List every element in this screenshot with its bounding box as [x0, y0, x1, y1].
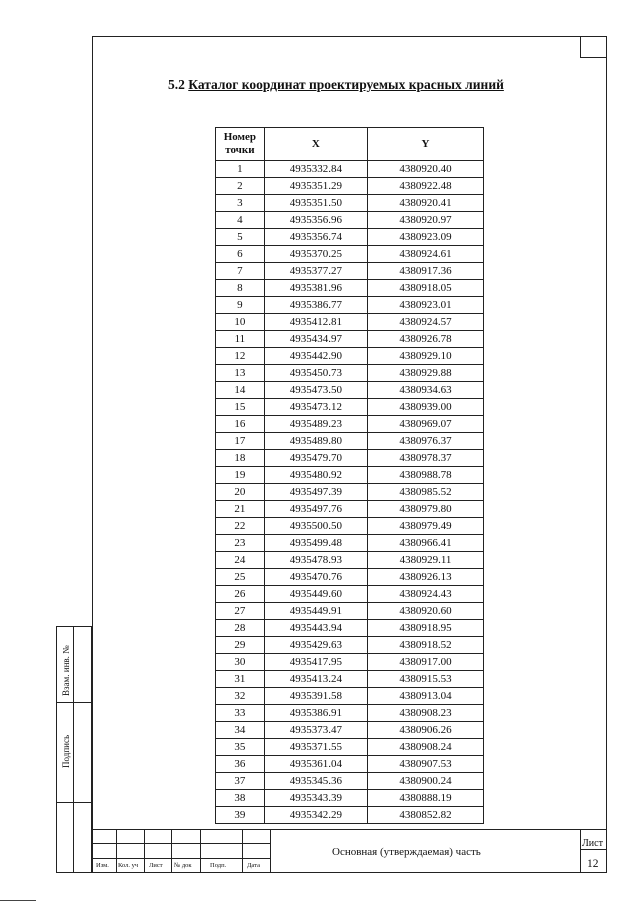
cell-x: 4935479.70 — [264, 450, 367, 467]
table-row — [216, 178, 484, 195]
table-row — [216, 484, 484, 501]
table-row — [216, 229, 484, 246]
table-row — [216, 280, 484, 297]
cell-y: 4380917.36 — [367, 263, 483, 280]
cell-y: 4380908.24 — [367, 739, 483, 756]
cell-y: 4380908.23 — [367, 705, 483, 722]
table-row — [216, 246, 484, 263]
table-row — [216, 756, 484, 773]
corner-box — [580, 36, 607, 58]
table-row — [216, 722, 484, 739]
table-header-row — [216, 128, 484, 161]
cell-point: 29 — [216, 637, 265, 654]
cell-point: 22 — [216, 518, 265, 535]
cell-point: 39 — [216, 807, 265, 824]
cell-x: 4935450.73 — [264, 365, 367, 382]
cell-point: 8 — [216, 280, 265, 297]
stamp-col-doc: № док — [174, 862, 192, 869]
cell-y: 4380969.07 — [367, 416, 483, 433]
cell-y: 4380918.05 — [367, 280, 483, 297]
cell-x: 4935351.29 — [264, 178, 367, 195]
cell-y: 4380924.57 — [367, 314, 483, 331]
cell-y: 4380917.00 — [367, 654, 483, 671]
cell-y: 4380920.60 — [367, 603, 483, 620]
table-row — [216, 620, 484, 637]
cell-x: 4935473.50 — [264, 382, 367, 399]
cell-point: 11 — [216, 331, 265, 348]
cell-x: 4935489.80 — [264, 433, 367, 450]
cell-point: 12 — [216, 348, 265, 365]
cell-x: 4935443.94 — [264, 620, 367, 637]
cell-point: 35 — [216, 739, 265, 756]
coordinates-table — [215, 127, 484, 824]
cell-y: 4380923.01 — [367, 297, 483, 314]
cell-y: 4380920.41 — [367, 195, 483, 212]
side-cell-6 — [73, 802, 92, 873]
cell-x: 4935417.95 — [264, 654, 367, 671]
table-row — [216, 501, 484, 518]
sheet-label: Лист — [582, 838, 603, 849]
side-label-replace-inv: Взам. инв. № — [61, 645, 71, 696]
cell-y: 4380929.10 — [367, 348, 483, 365]
cell-x: 4935497.76 — [264, 501, 367, 518]
cell-x: 4935386.91 — [264, 705, 367, 722]
stamp-col-count: Кол. уч — [118, 862, 139, 869]
cell-y: 4380924.61 — [367, 246, 483, 263]
cell-x: 4935391.58 — [264, 688, 367, 705]
side-label-signature: Подпись — [61, 734, 71, 768]
cell-x: 4935361.04 — [264, 756, 367, 773]
cell-x: 4935500.50 — [264, 518, 367, 535]
cell-y: 4380929.88 — [367, 365, 483, 382]
cell-point: 32 — [216, 688, 265, 705]
cell-point: 34 — [216, 722, 265, 739]
cell-point: 25 — [216, 569, 265, 586]
edge-mark — [0, 900, 36, 901]
header-point: Номер точки — [216, 128, 265, 161]
cell-point: 36 — [216, 756, 265, 773]
cell-x: 4935373.47 — [264, 722, 367, 739]
cell-x: 4935499.48 — [264, 535, 367, 552]
table-row — [216, 518, 484, 535]
cell-point: 5 — [216, 229, 265, 246]
cell-y: 4380926.13 — [367, 569, 483, 586]
cell-point: 26 — [216, 586, 265, 603]
cell-point: 24 — [216, 552, 265, 569]
cell-x: 4935386.77 — [264, 297, 367, 314]
cell-point: 31 — [216, 671, 265, 688]
cell-point: 18 — [216, 450, 265, 467]
header-x: X — [264, 128, 367, 161]
table-body — [216, 161, 484, 824]
table-row — [216, 535, 484, 552]
cell-y: 4380918.52 — [367, 637, 483, 654]
cell-x: 4935351.50 — [264, 195, 367, 212]
cell-x: 4935343.39 — [264, 790, 367, 807]
stamp-col-sheet: Лист — [149, 862, 163, 869]
cell-y: 4380922.48 — [367, 178, 483, 195]
cell-y: 4380934.63 — [367, 382, 483, 399]
cell-y: 4380913.04 — [367, 688, 483, 705]
table-row — [216, 739, 484, 756]
cell-y: 4380920.97 — [367, 212, 483, 229]
cell-y: 4380966.41 — [367, 535, 483, 552]
cell-x: 4935470.76 — [264, 569, 367, 586]
cell-y: 4380979.80 — [367, 501, 483, 518]
table-row — [216, 212, 484, 229]
table-row — [216, 314, 484, 331]
cell-point: 15 — [216, 399, 265, 416]
cell-y: 4380976.37 — [367, 433, 483, 450]
cell-x: 4935449.60 — [264, 586, 367, 603]
table-row — [216, 195, 484, 212]
cell-point: 1 — [216, 161, 265, 178]
cell-y: 4380926.78 — [367, 331, 483, 348]
stamp-col-change: Изм. — [96, 862, 109, 869]
cell-y: 4380918.95 — [367, 620, 483, 637]
table-row — [216, 365, 484, 382]
table-row — [216, 348, 484, 365]
cell-point: 30 — [216, 654, 265, 671]
table-row — [216, 331, 484, 348]
cell-point: 7 — [216, 263, 265, 280]
document-name: Основная (утверждаемая) часть — [332, 846, 481, 858]
side-cell-5 — [56, 802, 74, 873]
cell-y: 4380900.24 — [367, 773, 483, 790]
cell-y: 4380985.52 — [367, 484, 483, 501]
cell-x: 4935332.84 — [264, 161, 367, 178]
cell-y: 4380915.53 — [367, 671, 483, 688]
cell-point: 6 — [216, 246, 265, 263]
table-row — [216, 603, 484, 620]
cell-x: 4935413.24 — [264, 671, 367, 688]
table-row — [216, 297, 484, 314]
cell-x: 4935473.12 — [264, 399, 367, 416]
cell-point: 21 — [216, 501, 265, 518]
sheet-number: 12 — [587, 858, 599, 870]
table-row — [216, 467, 484, 484]
cell-point: 38 — [216, 790, 265, 807]
cell-x: 4935356.96 — [264, 212, 367, 229]
cell-x: 4935371.55 — [264, 739, 367, 756]
side-cell-4 — [73, 702, 92, 803]
stamp-col-date: Дата — [247, 862, 260, 869]
cell-x: 4935489.23 — [264, 416, 367, 433]
cell-point: 28 — [216, 620, 265, 637]
cell-y: 4380924.43 — [367, 586, 483, 603]
table-row — [216, 569, 484, 586]
cell-point: 17 — [216, 433, 265, 450]
table-row — [216, 433, 484, 450]
header-y: Y — [367, 128, 483, 161]
stamp-col-sign: Подп. — [210, 862, 227, 869]
table-row — [216, 773, 484, 790]
table-row — [216, 807, 484, 824]
table-row — [216, 705, 484, 722]
cell-point: 3 — [216, 195, 265, 212]
cell-y: 4380920.40 — [367, 161, 483, 178]
cell-x: 4935480.92 — [264, 467, 367, 484]
cell-y: 4380852.82 — [367, 807, 483, 824]
cell-x: 4935429.63 — [264, 637, 367, 654]
table-row — [216, 688, 484, 705]
cell-y: 4380939.00 — [367, 399, 483, 416]
cell-point: 37 — [216, 773, 265, 790]
cell-y: 4380907.53 — [367, 756, 483, 773]
table-row — [216, 450, 484, 467]
cell-y: 4380929.11 — [367, 552, 483, 569]
cell-y: 4380888.19 — [367, 790, 483, 807]
cell-x: 4935381.96 — [264, 280, 367, 297]
table-row — [216, 637, 484, 654]
cell-y: 4380979.49 — [367, 518, 483, 535]
cell-point: 19 — [216, 467, 265, 484]
cell-point: 14 — [216, 382, 265, 399]
table-row — [216, 263, 484, 280]
cell-y: 4380906.26 — [367, 722, 483, 739]
section-title — [168, 77, 504, 93]
cell-x: 4935377.27 — [264, 263, 367, 280]
cell-x: 4935342.29 — [264, 807, 367, 824]
cell-y: 4380923.09 — [367, 229, 483, 246]
cell-x: 4935497.39 — [264, 484, 367, 501]
cell-point: 4 — [216, 212, 265, 229]
cell-x: 4935434.97 — [264, 331, 367, 348]
cell-x: 4935412.81 — [264, 314, 367, 331]
table-row — [216, 552, 484, 569]
table-row — [216, 671, 484, 688]
cell-point: 13 — [216, 365, 265, 382]
cell-x: 4935370.25 — [264, 246, 367, 263]
cell-y: 4380978.37 — [367, 450, 483, 467]
cell-x: 4935356.74 — [264, 229, 367, 246]
cell-point: 23 — [216, 535, 265, 552]
cell-point: 10 — [216, 314, 265, 331]
cell-y: 4380988.78 — [367, 467, 483, 484]
cell-x: 4935345.36 — [264, 773, 367, 790]
side-cell-2 — [73, 626, 92, 703]
table-row — [216, 416, 484, 433]
table-row — [216, 790, 484, 807]
cell-x: 4935442.90 — [264, 348, 367, 365]
table-row — [216, 161, 484, 178]
cell-point: 27 — [216, 603, 265, 620]
section-title-text: Каталог координат проектируемых красных линий — [188, 77, 504, 92]
table-row — [216, 654, 484, 671]
table-row — [216, 399, 484, 416]
cell-x: 4935478.93 — [264, 552, 367, 569]
table-row — [216, 586, 484, 603]
cell-point: 33 — [216, 705, 265, 722]
section-number: 5.2 — [168, 77, 185, 92]
cell-point: 2 — [216, 178, 265, 195]
table-row — [216, 382, 484, 399]
cell-point: 9 — [216, 297, 265, 314]
cell-point: 16 — [216, 416, 265, 433]
cell-x: 4935449.91 — [264, 603, 367, 620]
cell-point: 20 — [216, 484, 265, 501]
